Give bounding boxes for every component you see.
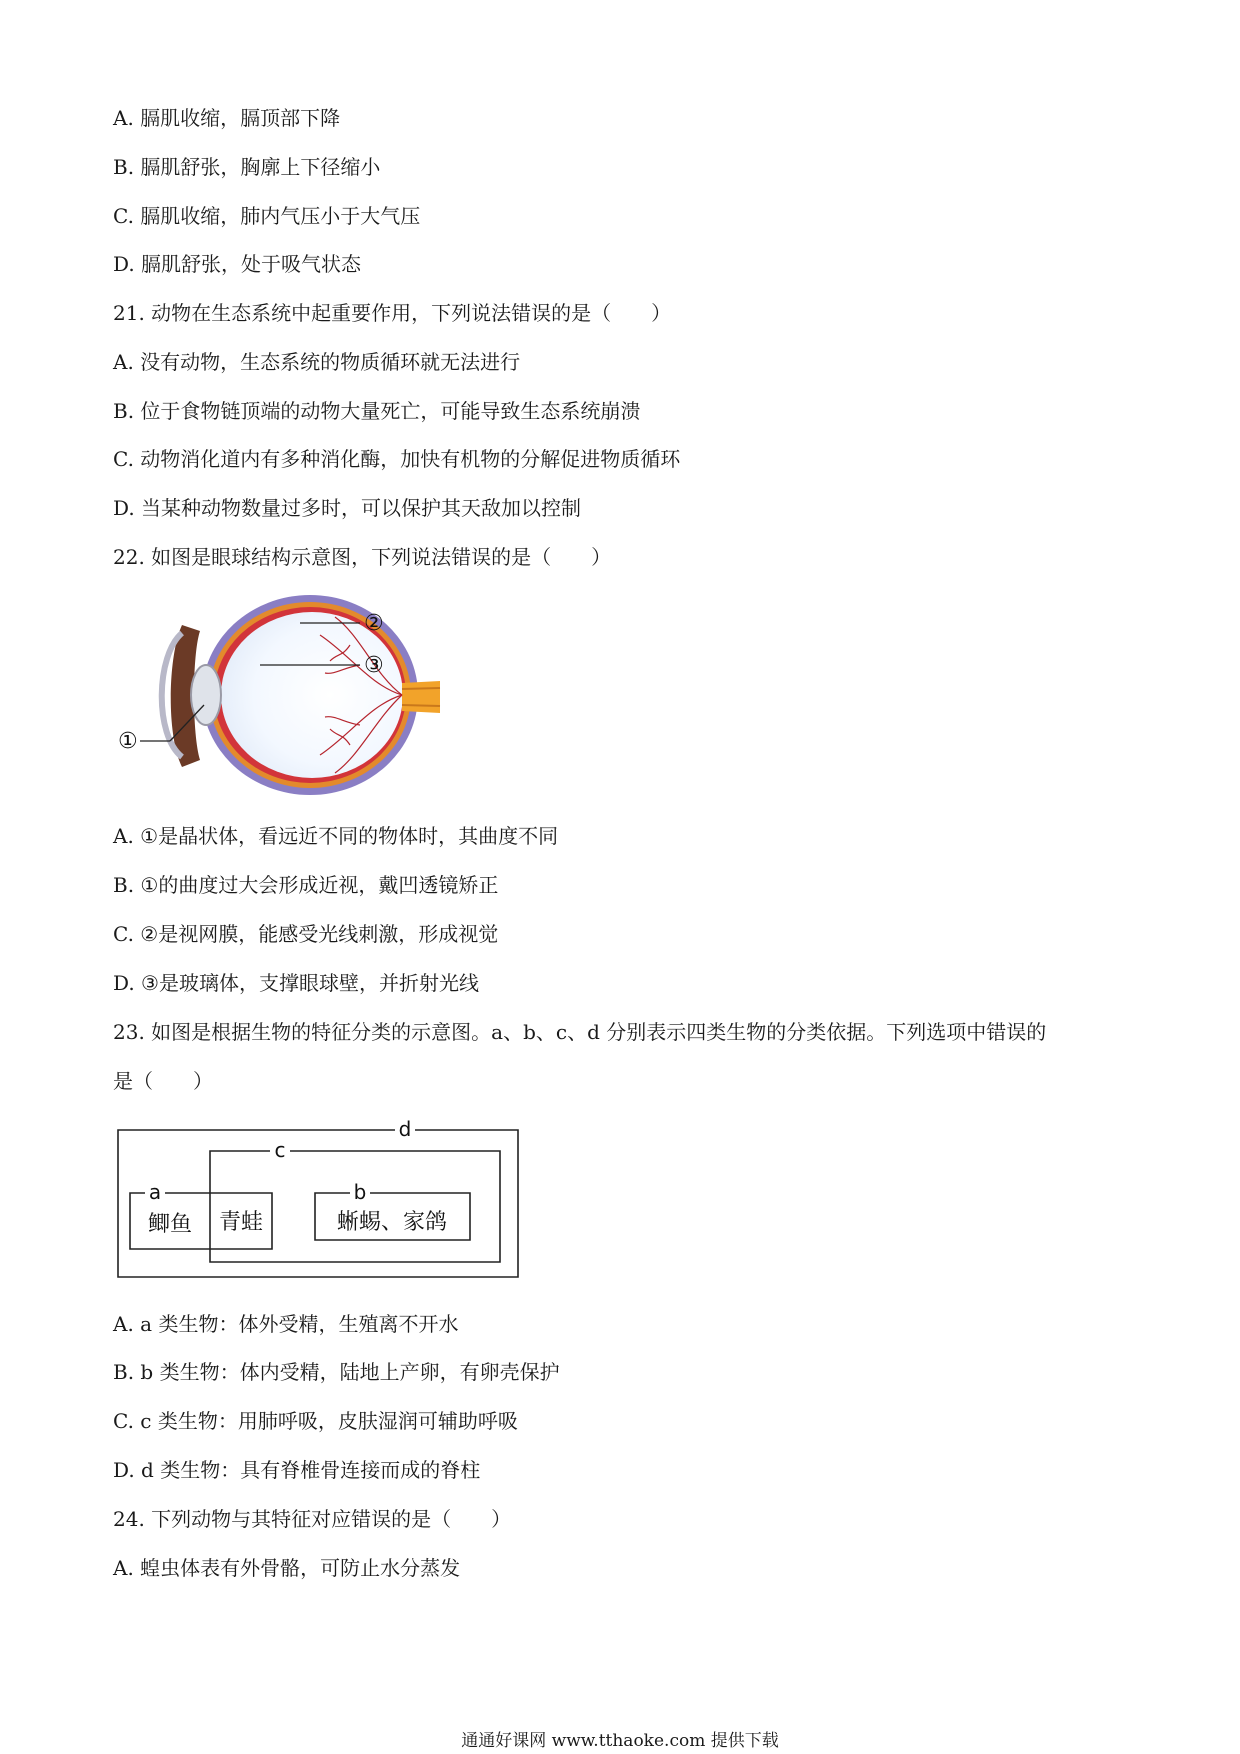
classification-diagram bbox=[115, 1117, 520, 1282]
diagram-item-crucian-carp: 鲫鱼 bbox=[147, 1212, 193, 1237]
q21-option-d: D. 当某种动物数量过多时，可以保护其天敌加以控制 bbox=[113, 496, 582, 520]
diagram-label-a: a bbox=[148, 1180, 162, 1204]
q24-option-a: A. 蝗虫体表有外骨骼，可防止水分蒸发 bbox=[113, 1556, 461, 1580]
q22-stem: 22. 如图是眼球结构示意图，下列说法错误的是（ ） bbox=[113, 545, 612, 569]
q24-stem: 24. 下列动物与其特征对应错误的是（ ） bbox=[113, 1507, 512, 1531]
q22-option-b: B. ①的曲度过大会形成近视，戴凹透镜矫正 bbox=[113, 873, 499, 897]
diagram-label-d: d bbox=[398, 1117, 412, 1141]
q21-option-a: A. 没有动物，生态系统的物质循环就无法进行 bbox=[113, 350, 521, 374]
q23-option-c: C. c 类生物：用肺呼吸，皮肤湿润可辅助呼吸 bbox=[113, 1409, 518, 1433]
q22-option-c: C. ②是视网膜，能感受光线刺激，形成视觉 bbox=[113, 922, 499, 946]
q21-option-b: B. 位于食物链顶端的动物大量死亡，可能导致生态系统崩溃 bbox=[113, 399, 641, 423]
q22-option-a: A. ①是晶状体，看远近不同的物体时，其曲度不同 bbox=[113, 824, 559, 848]
footer-source: 通通好课网 www.tthaoke.com 提供下载 bbox=[461, 1731, 779, 1751]
q23-option-b: B. b 类生物：体内受精，陆地上产卵，有卵壳保护 bbox=[113, 1360, 560, 1384]
diagram-item-frog: 青蛙 bbox=[218, 1210, 264, 1235]
q21-option-c: C. 动物消化道内有多种消化酶，加快有机物的分解促进物质循环 bbox=[113, 447, 681, 471]
q20-option-b: B. 膈肌舒张，胸廓上下径缩小 bbox=[113, 155, 381, 179]
eyeball-diagram bbox=[120, 595, 440, 805]
diagram-item-lizard-pigeon: 蜥蜴、家鸽 bbox=[336, 1210, 448, 1235]
q23-stem-line1: 23. 如图是根据生物的特征分类的示意图。a、b、c、d 分别表示四类生物的分类依据。下列选项中错误的 bbox=[113, 1020, 1047, 1044]
q21-stem: 21. 动物在生态系统中起重要作用，下列说法错误的是（ ） bbox=[113, 301, 672, 325]
q23-stem-line2: 是（ ） bbox=[113, 1069, 213, 1093]
q23-option-d: D. d 类生物：具有脊椎骨连接而成的脊柱 bbox=[113, 1458, 481, 1482]
q20-option-c: C. 膈肌收缩，肺内气压小于大气压 bbox=[113, 204, 421, 228]
q20-option-d: D. 膈肌舒张，处于吸气状态 bbox=[113, 252, 362, 276]
q23-option-a: A. a 类生物：体外受精，生殖离不开水 bbox=[113, 1312, 459, 1336]
eye-label-2: ② bbox=[364, 611, 384, 636]
diagram-label-c: c bbox=[274, 1138, 286, 1162]
eye-label-3: ③ bbox=[364, 653, 384, 678]
eye-label-1: ① bbox=[118, 729, 138, 754]
q20-option-a: A. 膈肌收缩，膈顶部下降 bbox=[113, 106, 341, 130]
q22-option-d: D. ③是玻璃体，支撑眼球壁，并折射光线 bbox=[113, 971, 479, 995]
diagram-label-b: b bbox=[353, 1180, 367, 1204]
